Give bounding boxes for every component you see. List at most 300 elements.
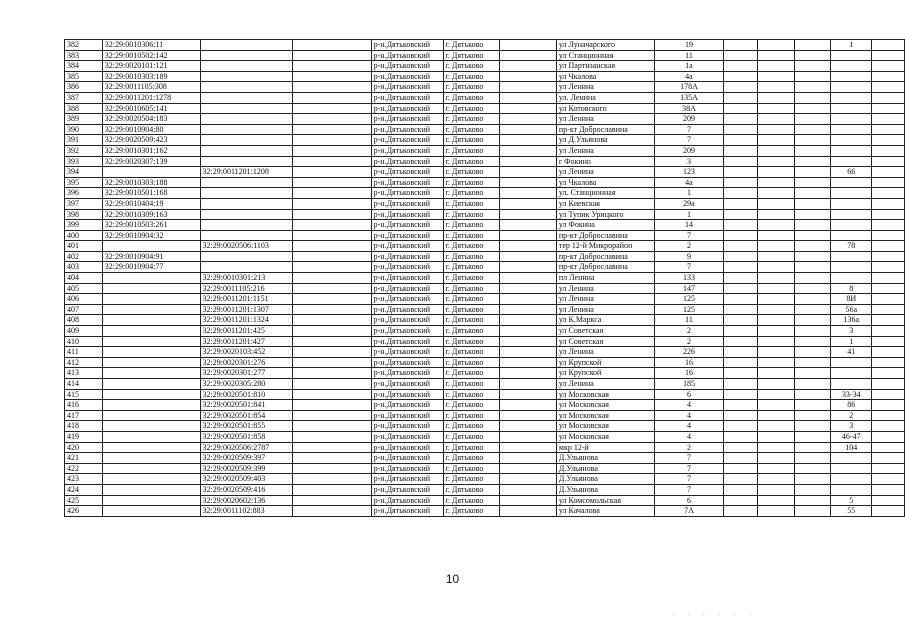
table-cell: 32:29:0020504:183 — [102, 114, 200, 125]
table-cell — [794, 82, 831, 93]
table-cell — [872, 156, 905, 167]
table-cell: ул Ленина — [556, 114, 654, 125]
table-cell: 32:29:0010404:19 — [102, 198, 200, 209]
table-cell: г. Дятьково — [443, 400, 500, 411]
table-cell — [757, 40, 794, 51]
table-cell: ул Советская — [556, 326, 654, 337]
table-cell — [831, 114, 872, 125]
table-cell: р-н.Дятьковский — [371, 389, 443, 400]
page-number: 10 — [445, 572, 460, 586]
table-cell: ул Ленина — [556, 167, 654, 178]
table-row — [65, 92, 905, 103]
table-row — [65, 304, 905, 315]
table-cell: 32:29:0011201:1324 — [200, 315, 293, 326]
table-cell — [794, 61, 831, 72]
table-cell: г. Дятьково — [443, 315, 500, 326]
table-cell — [293, 251, 371, 262]
table-row — [65, 135, 905, 146]
table-cell — [200, 50, 293, 61]
table-cell — [831, 156, 872, 167]
table-cell — [724, 82, 758, 93]
table-cell — [293, 71, 371, 82]
table-cell: 32:29:0011201:1208 — [200, 167, 293, 178]
table-cell: 32:29:0020301:276 — [200, 357, 293, 368]
table-cell: 32:29:0020509:416 — [200, 484, 293, 495]
table-cell — [293, 336, 371, 347]
table-cell — [794, 124, 831, 135]
table-cell — [293, 124, 371, 135]
table-cell: 32:29:0011102:883 — [200, 506, 293, 517]
table-cell — [500, 453, 557, 464]
table-cell — [500, 410, 557, 421]
table-cell: г. Дятьково — [443, 230, 500, 241]
table-cell — [794, 389, 831, 400]
table-cell: 33-34 — [831, 389, 872, 400]
table-cell: 78 — [831, 241, 872, 252]
table-cell: р-н.Дятьковский — [371, 124, 443, 135]
table-cell — [831, 82, 872, 93]
table-cell — [757, 220, 794, 231]
table-cell: р-н.Дятьковский — [371, 167, 443, 178]
table-row — [65, 103, 905, 114]
table-cell — [794, 167, 831, 178]
table-cell: г. Дятьково — [443, 167, 500, 178]
table-cell — [794, 294, 831, 305]
table-cell: г. Дятьково — [443, 262, 500, 273]
table-cell: г. Дятьково — [443, 304, 500, 315]
table-cell: г. Дятьково — [443, 135, 500, 146]
table-cell — [872, 209, 905, 220]
table-cell: р-н.Дятьковский — [371, 156, 443, 167]
table-cell: 136а — [831, 315, 872, 326]
table-cell: г. Дятьково — [443, 294, 500, 305]
table-cell: 32:29:0010309:163 — [102, 209, 200, 220]
table-cell — [293, 484, 371, 495]
table-cell: г. Дятьково — [443, 114, 500, 125]
table-cell — [757, 167, 794, 178]
table-cell — [872, 431, 905, 442]
table-cell — [757, 336, 794, 347]
table-cell — [102, 379, 200, 390]
table-cell: пл Ленина — [556, 273, 654, 284]
table-cell — [872, 135, 905, 146]
table-cell: 7 — [654, 124, 724, 135]
table-cell — [872, 506, 905, 517]
table-cell: ул Станционная — [556, 50, 654, 61]
table-cell — [872, 40, 905, 51]
table-cell: 32:29:0020509:403 — [200, 474, 293, 485]
table-cell: г. Дятьково — [443, 273, 500, 284]
table-cell: 382 — [65, 40, 103, 51]
table-cell — [102, 315, 200, 326]
table-cell — [500, 241, 557, 252]
table-cell — [724, 209, 758, 220]
table-cell — [102, 357, 200, 368]
table-cell — [794, 304, 831, 315]
table-cell — [872, 82, 905, 93]
table-cell — [724, 220, 758, 231]
table-cell — [757, 177, 794, 188]
table-cell — [831, 453, 872, 464]
table-cell — [293, 114, 371, 125]
table-cell — [200, 92, 293, 103]
table-cell — [872, 251, 905, 262]
table-cell: 388 — [65, 103, 103, 114]
table-cell: 394 — [65, 167, 103, 178]
table-cell — [102, 304, 200, 315]
table-cell: 32:29:0011201:1307 — [200, 304, 293, 315]
table-cell — [724, 357, 758, 368]
table-cell — [293, 283, 371, 294]
table-cell — [724, 442, 758, 453]
table-cell: ул Комсомольская — [556, 495, 654, 506]
table-cell — [724, 368, 758, 379]
table-cell — [794, 506, 831, 517]
table-cell: 384 — [65, 61, 103, 72]
table-cell — [757, 71, 794, 82]
table-cell — [293, 463, 371, 474]
table-cell — [200, 71, 293, 82]
table-cell: ул Ленина — [556, 283, 654, 294]
table-cell: 4а — [654, 71, 724, 82]
table-cell: 2 — [654, 442, 724, 453]
table-cell — [872, 421, 905, 432]
table-cell: 135А — [654, 92, 724, 103]
table-row — [65, 368, 905, 379]
table-cell — [757, 400, 794, 411]
table-cell — [872, 294, 905, 305]
table-cell — [831, 368, 872, 379]
table-cell — [794, 209, 831, 220]
table-cell — [293, 50, 371, 61]
table-cell — [757, 506, 794, 517]
table-cell — [200, 61, 293, 72]
table-cell — [724, 167, 758, 178]
table-cell — [757, 198, 794, 209]
table-cell — [200, 177, 293, 188]
table-cell: р-н.Дятьковский — [371, 431, 443, 442]
table-cell: р-н.Дятьковский — [371, 262, 443, 273]
table-cell — [872, 442, 905, 453]
table-cell — [794, 463, 831, 474]
table-cell — [794, 145, 831, 156]
table-cell: 104 — [831, 442, 872, 453]
table-cell — [757, 156, 794, 167]
table-row — [65, 495, 905, 506]
table-row — [65, 506, 905, 517]
table-cell — [872, 50, 905, 61]
table-row — [65, 484, 905, 495]
table-cell: р-н.Дятьковский — [371, 251, 443, 262]
table-cell — [831, 177, 872, 188]
table-cell — [293, 209, 371, 220]
table-cell — [293, 135, 371, 146]
table-cell: г. Дятьково — [443, 198, 500, 209]
table-cell — [831, 188, 872, 199]
table-cell: 411 — [65, 347, 103, 358]
table-cell: пр-кт Доброславина — [556, 124, 654, 135]
table-cell — [872, 230, 905, 241]
table-cell — [757, 188, 794, 199]
table-cell: 32:29:0010904:91 — [102, 251, 200, 262]
table-cell — [102, 400, 200, 411]
table-cell: р-н.Дятьковский — [371, 241, 443, 252]
table-cell: 404 — [65, 273, 103, 284]
table-cell — [872, 347, 905, 358]
table-cell — [500, 114, 557, 125]
table-cell: Д.Ульянова — [556, 453, 654, 464]
table-cell: ул Луначарского — [556, 40, 654, 51]
table-cell — [794, 315, 831, 326]
table-cell — [102, 326, 200, 337]
table-cell — [724, 251, 758, 262]
table-cell — [293, 315, 371, 326]
table-cell — [872, 273, 905, 284]
table-cell — [872, 103, 905, 114]
table-cell — [794, 103, 831, 114]
table-cell: 7 — [654, 453, 724, 464]
table-cell — [757, 230, 794, 241]
table-cell: ул Ленина — [556, 347, 654, 358]
table-cell: г. Дятьково — [443, 336, 500, 347]
table-cell — [724, 135, 758, 146]
table-cell: ул Московская — [556, 400, 654, 411]
table-cell: р-н.Дятьковский — [371, 347, 443, 358]
table-cell — [102, 167, 200, 178]
table-cell — [724, 124, 758, 135]
table-cell — [872, 453, 905, 464]
table-cell — [794, 188, 831, 199]
table-cell — [293, 188, 371, 199]
table-cell: 32:29:0010904:32 — [102, 230, 200, 241]
table-cell: г. Дятьково — [443, 379, 500, 390]
table-cell: 147 — [654, 283, 724, 294]
table-cell: р-н.Дятьковский — [371, 92, 443, 103]
table-cell: 32:29:0020509:423 — [102, 135, 200, 146]
table-cell: 401 — [65, 241, 103, 252]
table-cell: 11 — [654, 50, 724, 61]
table-cell: 7 — [654, 474, 724, 485]
table-cell: р-н.Дятьковский — [371, 463, 443, 474]
table-cell — [724, 347, 758, 358]
table-cell — [872, 357, 905, 368]
table-cell: 405 — [65, 283, 103, 294]
table-cell: р-н.Дятьковский — [371, 103, 443, 114]
parcel-table — [64, 39, 905, 517]
table-cell: р-н.Дятьковский — [371, 304, 443, 315]
table-cell: ул Ленина — [556, 304, 654, 315]
table-cell — [872, 220, 905, 231]
table-cell — [831, 92, 872, 103]
table-cell: 6 — [654, 495, 724, 506]
table-cell: 32:29:0010306:11 — [102, 40, 200, 51]
table-cell — [872, 114, 905, 125]
table-cell — [200, 262, 293, 273]
table-cell — [724, 177, 758, 188]
table-cell — [794, 379, 831, 390]
table-cell — [794, 421, 831, 432]
table-cell — [724, 273, 758, 284]
table-cell: 32:29:0020101:121 — [102, 61, 200, 72]
table-cell — [794, 368, 831, 379]
table-cell — [500, 262, 557, 273]
table-cell: г. Дятьково — [443, 368, 500, 379]
table-row — [65, 262, 905, 273]
table-row — [65, 400, 905, 411]
table-row — [65, 241, 905, 252]
table-cell: р-н.Дятьковский — [371, 40, 443, 51]
table-cell — [293, 82, 371, 93]
table-cell: г. Дятьково — [443, 177, 500, 188]
table-cell: 32:29:0020501:841 — [200, 400, 293, 411]
table-cell — [757, 304, 794, 315]
table-cell: 407 — [65, 304, 103, 315]
table-cell — [724, 61, 758, 72]
table-cell: 420 — [65, 442, 103, 453]
table-cell — [831, 103, 872, 114]
table-cell — [293, 220, 371, 231]
table-cell — [102, 294, 200, 305]
table-cell: 32:29:0011201:425 — [200, 326, 293, 337]
table-cell — [500, 71, 557, 82]
table-cell — [500, 347, 557, 358]
table-cell — [757, 82, 794, 93]
table-cell: мкр 12-й — [556, 442, 654, 453]
table-cell: р-н.Дятьковский — [371, 188, 443, 199]
table-cell — [794, 273, 831, 284]
table-cell — [757, 241, 794, 252]
table-cell: 390 — [65, 124, 103, 135]
table-cell — [872, 474, 905, 485]
table-cell: 32:29:0011105:216 — [200, 283, 293, 294]
table-cell: пр-кт Доброславина — [556, 230, 654, 241]
table-cell: 418 — [65, 421, 103, 432]
table-cell — [293, 410, 371, 421]
table-cell — [724, 421, 758, 432]
table-cell: 387 — [65, 92, 103, 103]
table-row — [65, 421, 905, 432]
table-cell — [102, 336, 200, 347]
table-cell — [872, 241, 905, 252]
table-cell — [724, 156, 758, 167]
table-cell: 402 — [65, 251, 103, 262]
table-cell — [831, 135, 872, 146]
table-cell — [293, 442, 371, 453]
table-cell — [293, 368, 371, 379]
table-cell — [724, 283, 758, 294]
table-cell — [724, 114, 758, 125]
table-cell — [872, 484, 905, 495]
table-cell — [500, 495, 557, 506]
table-cell — [872, 389, 905, 400]
table-cell — [500, 188, 557, 199]
table-cell — [872, 400, 905, 411]
table-row — [65, 294, 905, 305]
table-cell: 396 — [65, 188, 103, 199]
table-row — [65, 442, 905, 453]
table-cell — [794, 114, 831, 125]
table-cell — [872, 315, 905, 326]
table-cell: р-н.Дятьковский — [371, 506, 443, 517]
table-cell: р-н.Дятьковский — [371, 283, 443, 294]
table-cell — [831, 474, 872, 485]
table-cell — [757, 135, 794, 146]
table-cell — [293, 400, 371, 411]
table-cell: 32:29:0010301:213 — [200, 273, 293, 284]
table-cell — [794, 251, 831, 262]
table-cell: 8 — [831, 283, 872, 294]
table-cell — [293, 326, 371, 337]
table-cell — [757, 283, 794, 294]
table-cell — [831, 357, 872, 368]
table-row — [65, 336, 905, 347]
table-cell: ул Советская — [556, 336, 654, 347]
table-cell — [872, 188, 905, 199]
table-cell: 32:29:0010301:162 — [102, 145, 200, 156]
table-cell: 1а — [654, 61, 724, 72]
table-cell: г. Дятьково — [443, 92, 500, 103]
table-cell: р-н.Дятьковский — [371, 326, 443, 337]
table-cell — [500, 50, 557, 61]
table-cell: пр-кт Доброславина — [556, 251, 654, 262]
table-cell: г. Дятьково — [443, 431, 500, 442]
table-cell — [724, 241, 758, 252]
table-cell — [500, 124, 557, 135]
table-cell: г. Дятьково — [443, 474, 500, 485]
table-cell — [757, 347, 794, 358]
table-cell: 1 — [654, 209, 724, 220]
table-cell: 32:29:0010501:168 — [102, 188, 200, 199]
table-cell: 417 — [65, 410, 103, 421]
table-cell — [200, 230, 293, 241]
table-cell — [293, 474, 371, 485]
table-cell — [293, 103, 371, 114]
table-cell — [200, 156, 293, 167]
table-cell — [293, 357, 371, 368]
table-row — [65, 40, 905, 51]
table-cell: 32:29:0011201:427 — [200, 336, 293, 347]
table-row — [65, 50, 905, 61]
table-cell — [102, 463, 200, 474]
table-cell — [500, 273, 557, 284]
table-cell — [200, 188, 293, 199]
table-cell — [794, 156, 831, 167]
table-cell: 32:29:0020501:854 — [200, 410, 293, 421]
table-cell: г. Дятьково — [443, 209, 500, 220]
table-cell — [831, 463, 872, 474]
table-cell — [293, 61, 371, 72]
table-cell: 7 — [654, 484, 724, 495]
table-row — [65, 114, 905, 125]
table-cell — [757, 484, 794, 495]
table-cell: 32:29:0020602:136 — [200, 495, 293, 506]
table-cell: 408 — [65, 315, 103, 326]
table-cell: 392 — [65, 145, 103, 156]
table-cell: ул Фокина — [556, 220, 654, 231]
table-cell — [831, 273, 872, 284]
table-cell — [831, 124, 872, 135]
table-row — [65, 379, 905, 390]
table-cell — [757, 495, 794, 506]
table-cell — [724, 40, 758, 51]
table-cell — [794, 241, 831, 252]
table-cell — [500, 156, 557, 167]
table-cell — [724, 410, 758, 421]
table-cell — [724, 431, 758, 442]
table-cell: 4а — [654, 177, 724, 188]
table-cell: 9 — [654, 251, 724, 262]
table-cell — [794, 410, 831, 421]
